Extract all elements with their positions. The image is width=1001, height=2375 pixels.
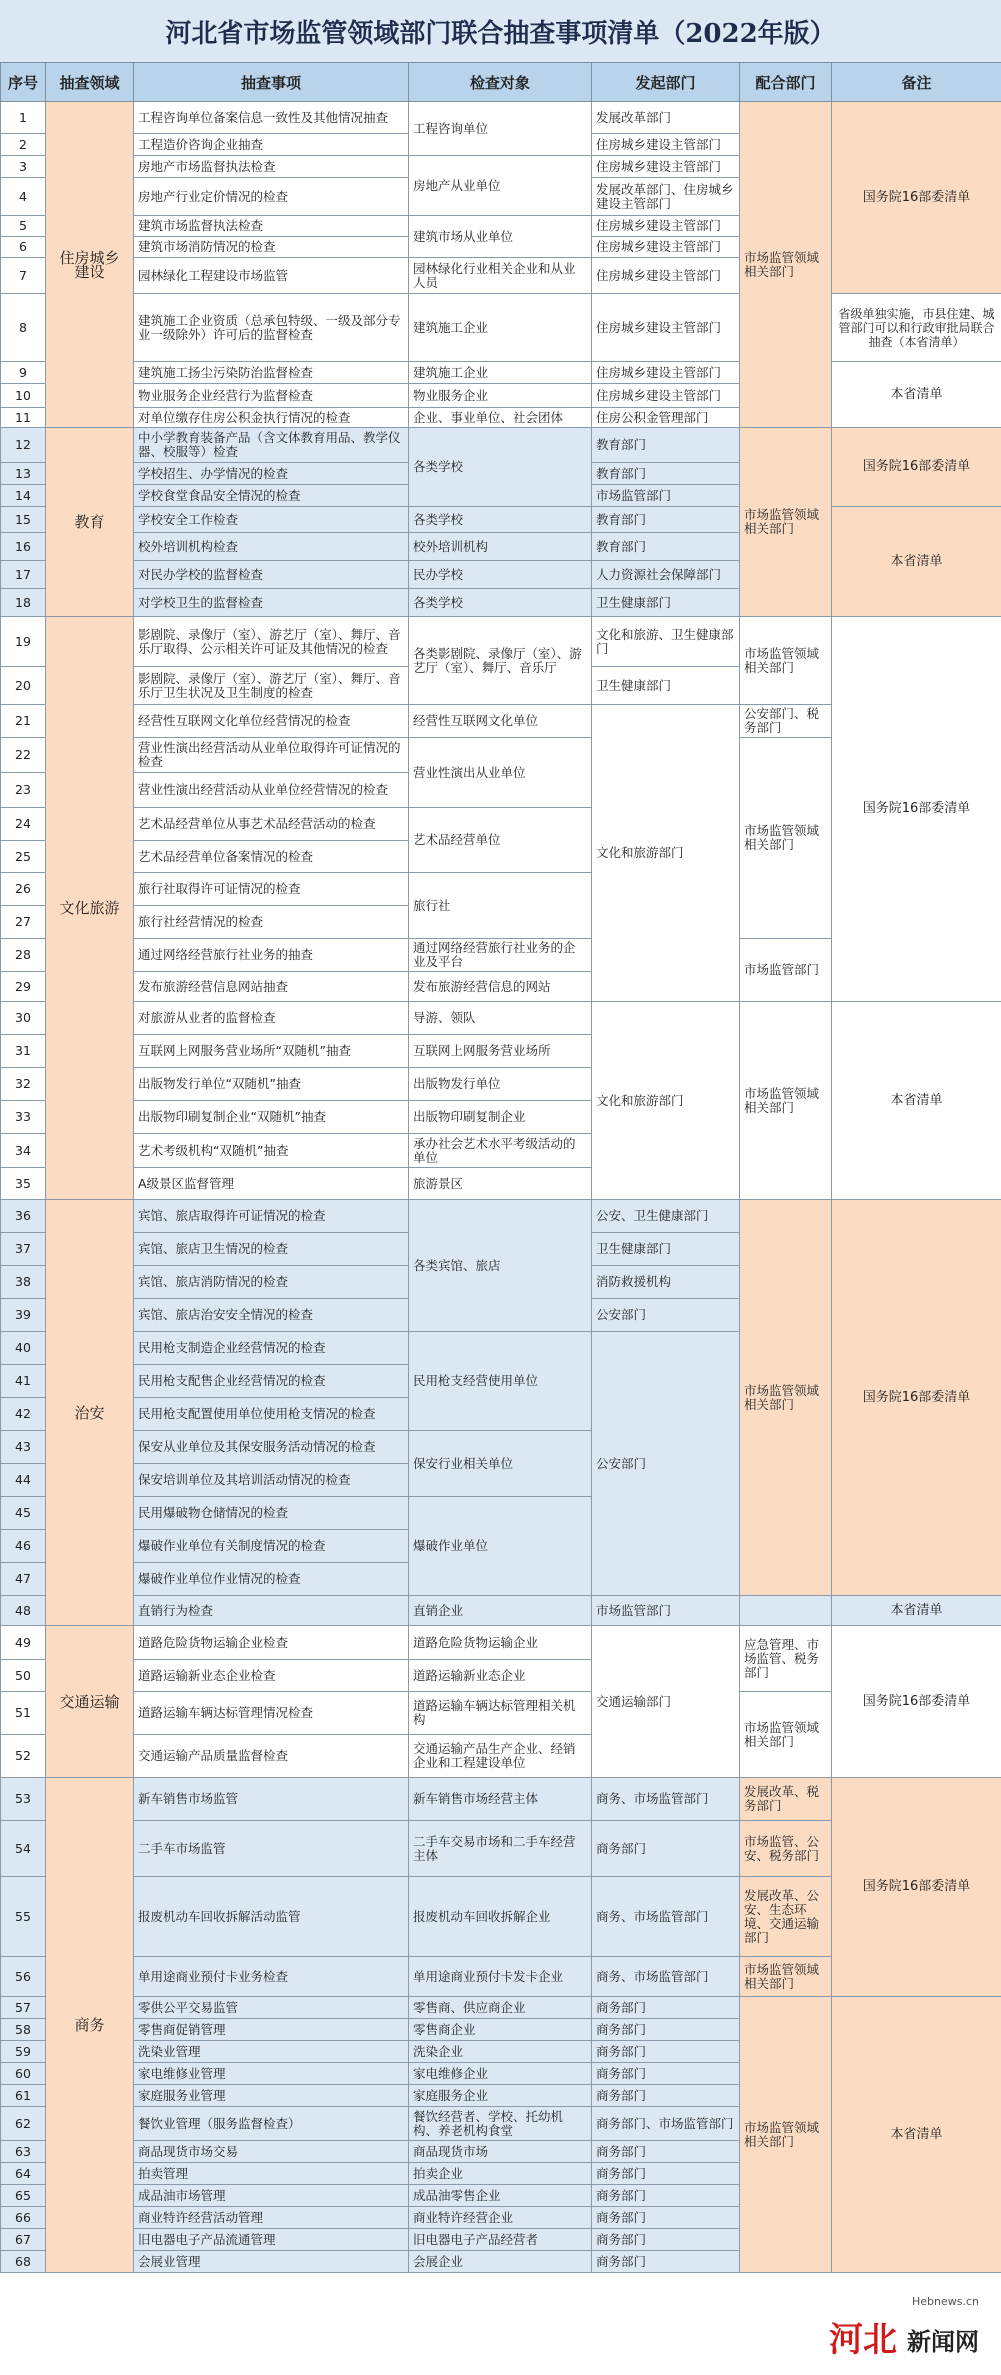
table-row [1,1626,1001,1660]
coop-cell: 公安部门、税务部门 [740,705,832,738]
dept-cell: 商务部门 [592,2063,740,2085]
item-cell: 旅行社经营情况的检查 [134,906,409,939]
item-cell: 发布旅游经营信息网站抽查 [134,972,409,1002]
item-cell: 房地产市场监督执法检查 [134,156,409,178]
dept-cell: 住房城乡建设主管部门 [592,294,740,362]
dept-cell: 商务部门 [592,2085,740,2107]
item-cell: 保安培训单位及其培训活动情况的检查 [134,1464,409,1497]
target-cell: 二手车交易市场和二手车经营主体 [409,1821,592,1877]
table-row [1,617,1001,667]
row-no: 7 [1,258,46,294]
remark-cell: 省级单独实施，市县住建、城管部门可以和行政审批局联合抽查（本省清单） [832,294,1001,362]
target-cell: 新车销售市场经营主体 [409,1778,592,1821]
coop-cell: 市场监管、公安、税务部门 [740,1821,832,1877]
target-cell: 园林绿化行业相关企业和从业人员 [409,258,592,294]
dept-cell: 商务、市场监管部门 [592,1957,740,1997]
item-cell: 民用枪支配售企业经营情况的检查 [134,1365,409,1398]
row-no: 32 [1,1068,46,1101]
row-no: 6 [1,237,46,258]
table-row [1,1596,1001,1626]
header-target: 检查对象 [409,63,592,102]
item-cell: 互联网上网服务营业场所“双随机”抽查 [134,1035,409,1068]
row-no: 59 [1,2041,46,2063]
dept-cell: 住房城乡建设主管部门 [592,156,740,178]
remark-cell: 国务院16部委清单 [832,1778,1001,1997]
row-no: 3 [1,156,46,178]
remark-cell: 本省清单 [832,507,1001,617]
row-no: 23 [1,773,46,808]
row-no: 67 [1,2229,46,2251]
row-no: 53 [1,1778,46,1821]
item-cell: 出版物发行单位“双随机”抽查 [134,1068,409,1101]
coop-cell: 市场监管领域相关部门 [740,1957,832,1997]
table-header-row [1,63,1001,102]
row-no: 22 [1,738,46,773]
row-no: 42 [1,1398,46,1431]
table-row [1,1778,1001,1821]
dept-cell: 公安、卫生健康部门 [592,1200,740,1233]
item-cell: 工程造价咨询企业抽查 [134,134,409,156]
item-cell: 商业特许经营活动管理 [134,2207,409,2229]
target-cell: 旧电器电子产品经营者 [409,2229,592,2251]
remark-cell: 国务院16部委清单 [832,1626,1001,1778]
target-cell: 道路危险货物运输企业 [409,1626,592,1660]
item-cell: 园林绿化工程建设市场监管 [134,258,409,294]
row-no: 37 [1,1233,46,1266]
row-no: 41 [1,1365,46,1398]
row-no: 50 [1,1660,46,1692]
item-cell: 成品油市场管理 [134,2185,409,2207]
item-cell: 单用途商业预付卡业务检查 [134,1957,409,1997]
row-no: 60 [1,2063,46,2085]
dept-cell: 商务部门 [592,1997,740,2019]
row-no: 68 [1,2251,46,2273]
target-cell: 民用枪支经营使用单位 [409,1332,592,1431]
table-row [1,1997,1001,2019]
target-cell: 物业服务企业 [409,384,592,408]
header-no: 序号 [1,63,46,102]
dept-cell: 教育部门 [592,463,740,485]
dept-cell: 商务部门 [592,2207,740,2229]
item-cell: 洗染业管理 [134,2041,409,2063]
dept-cell: 发展改革部门、住房城乡建设主管部门 [592,178,740,216]
item-cell: 对学校卫生的监督检查 [134,589,409,617]
dept-cell: 住房城乡建设主管部门 [592,384,740,408]
table-row [1,507,1001,533]
target-cell: 道路运输车辆达标管理相关机构 [409,1692,592,1735]
row-no: 26 [1,873,46,906]
row-no: 46 [1,1530,46,1563]
row-no: 4 [1,178,46,216]
target-cell: 营业性演出从业单位 [409,738,592,808]
row-no: 56 [1,1957,46,1997]
target-cell: 互联网上网服务营业场所 [409,1035,592,1068]
dept-cell: 公安部门 [592,1332,740,1596]
target-cell: 保安行业相关单位 [409,1431,592,1497]
row-no: 12 [1,428,46,463]
target-cell: 出版物发行单位 [409,1068,592,1101]
dept-cell: 商务部门、市场监管部门 [592,2107,740,2141]
row-no: 58 [1,2019,46,2041]
target-cell: 企业、事业单位、社会团体 [409,408,592,428]
target-cell: 直销企业 [409,1596,592,1626]
header-cooperator: 配合部门 [740,63,832,102]
row-no: 16 [1,533,46,561]
table-row [1,294,1001,362]
item-cell: 直销行为检查 [134,1596,409,1626]
dept-cell: 商务部门 [592,2163,740,2185]
target-cell: 商品现货市场 [409,2141,592,2163]
row-no: 13 [1,463,46,485]
item-cell: 对民办学校的监督检查 [134,561,409,589]
dept-cell: 商务部门 [592,1821,740,1877]
row-no: 28 [1,939,46,972]
domain-cell: 治安 [46,1200,134,1626]
target-cell: 艺术品经营单位 [409,808,592,873]
table-row [1,102,1001,134]
watermark-logo: 河北 [829,2320,897,2360]
dept-cell: 商务部门 [592,2141,740,2163]
row-no: 36 [1,1200,46,1233]
table-row [1,362,1001,384]
item-cell: 营业性演出经营活动从业单位取得许可证情况的检查 [134,738,409,773]
target-cell: 各类学校 [409,507,592,533]
target-cell: 旅行社 [409,873,592,939]
target-cell: 出版物印刷复制企业 [409,1101,592,1134]
coop-cell: 应急管理、市场监管、税务部门 [740,1626,832,1692]
row-no: 8 [1,294,46,362]
target-cell: 零售商企业 [409,2019,592,2041]
row-no: 25 [1,841,46,873]
target-cell: 道路运输新业态企业 [409,1660,592,1692]
dept-cell: 住房城乡建设主管部门 [592,362,740,384]
dept-cell: 市场监管部门 [592,485,740,507]
item-cell: 旅行社取得许可证情况的检查 [134,873,409,906]
item-cell: 对单位缴存住房公积金执行情况的检查 [134,408,409,428]
row-no: 11 [1,408,46,428]
target-cell: 民办学校 [409,561,592,589]
dept-cell: 商务、市场监管部门 [592,1877,740,1957]
row-no: 1 [1,102,46,134]
item-cell: 对旅游从业者的监督检查 [134,1002,409,1035]
item-cell: 会展业管理 [134,2251,409,2273]
item-cell: 宾馆、旅店消防情况的检查 [134,1266,409,1299]
item-cell: 学校食堂食品安全情况的检查 [134,485,409,507]
item-cell: 零供公平交易监管 [134,1997,409,2019]
site-watermark [829,2295,979,2361]
target-cell: 家庭服务企业 [409,2085,592,2107]
row-no: 48 [1,1596,46,1626]
dept-cell: 文化和旅游部门 [592,705,740,1002]
target-cell: 建筑施工企业 [409,294,592,362]
dept-cell: 消防救援机构 [592,1266,740,1299]
row-no: 15 [1,507,46,533]
remark-cell: 国务院16部委清单 [832,428,1001,507]
item-cell: 建筑施工扬尘污染防治监督检查 [134,362,409,384]
dept-cell: 商务、市场监管部门 [592,1778,740,1821]
item-cell: 保安从业单位及其保安服务活动情况的检查 [134,1431,409,1464]
target-cell: 建筑市场从业单位 [409,216,592,258]
item-cell: 报废机动车回收拆解活动监管 [134,1877,409,1957]
target-cell: 工程咨询单位 [409,102,592,156]
watermark-name: 新闻网 [907,2328,979,2356]
row-no: 39 [1,1299,46,1332]
item-cell: 艺术品经营单位备案情况的检查 [134,841,409,873]
page-title: 河北省市场监管领域部门联合抽查事项清单（2022年版） [0,0,1001,63]
row-no: 20 [1,667,46,705]
target-cell: 各类宾馆、旅店 [409,1200,592,1332]
dept-cell: 商务部门 [592,2229,740,2251]
table-row [1,428,1001,463]
target-cell: 通过网络经营旅行社业务的企业及平台 [409,939,592,972]
dept-cell: 市场监管部门 [592,1596,740,1626]
item-cell: 道路危险货物运输企业检查 [134,1626,409,1660]
row-no: 66 [1,2207,46,2229]
item-cell: 中小学教育装备产品（含文体教育用品、教学仪器、校服等）检查 [134,428,409,463]
row-no: 47 [1,1563,46,1596]
target-cell: 餐饮经营者、学校、托幼机构、养老机构食堂 [409,2107,592,2141]
dept-cell: 文化和旅游、卫生健康部门 [592,617,740,667]
coop-cell: 市场监管领域相关部门 [740,617,832,705]
target-cell: 房地产从业单位 [409,156,592,216]
item-cell: 艺术考级机构“双随机”抽查 [134,1134,409,1168]
item-cell: 民用枪支制造企业经营情况的检查 [134,1332,409,1365]
row-no: 49 [1,1626,46,1660]
coop-cell: 市场监管领域相关部门 [740,102,832,428]
remark-cell: 国务院16部委清单 [832,102,1001,294]
header-item: 抽查事项 [134,63,409,102]
item-cell: 出版物印刷复制企业“双随机”抽查 [134,1101,409,1134]
row-no: 14 [1,485,46,507]
row-no: 52 [1,1735,46,1778]
coop-cell: 发展改革、税务部门 [740,1778,832,1821]
domain-cell: 商务 [46,1778,134,2273]
item-cell: 校外培训机构检查 [134,533,409,561]
domain-cell: 交通运输 [46,1626,134,1778]
row-no: 27 [1,906,46,939]
item-cell: 家庭服务业管理 [134,2085,409,2107]
item-cell: 建筑市场监督执法检查 [134,216,409,237]
target-cell: 商业特许经营企业 [409,2207,592,2229]
coop-cell: 市场监管领域相关部门 [740,1200,832,1596]
row-no: 30 [1,1002,46,1035]
dept-cell: 发展改革部门 [592,102,740,134]
row-no: 17 [1,561,46,589]
item-cell: 物业服务企业经营行为监督检查 [134,384,409,408]
header-remark: 备注 [832,63,1001,102]
row-no: 54 [1,1821,46,1877]
row-no: 55 [1,1877,46,1957]
coop-cell: 市场监管部门 [740,939,832,1002]
row-no: 21 [1,705,46,738]
remark-cell: 本省清单 [832,1002,1001,1200]
target-cell: 交通运输产品生产企业、经销企业和工程建设单位 [409,1735,592,1778]
item-cell: 拍卖管理 [134,2163,409,2185]
row-no: 5 [1,216,46,237]
item-cell: 学校招生、办学情况的检查 [134,463,409,485]
header-domain: 抽查领域 [46,63,134,102]
item-cell: 道路运输新业态企业检查 [134,1660,409,1692]
row-no: 24 [1,808,46,841]
dept-cell: 住房城乡建设主管部门 [592,134,740,156]
item-cell: 旧电器电子产品流通管理 [134,2229,409,2251]
item-cell: 爆破作业单位有关制度情况的检查 [134,1530,409,1563]
item-cell: 家电维修业管理 [134,2063,409,2085]
item-cell: 建筑施工企业资质（总承包特级、一级及部分专业一级除外）许可后的监督检查 [134,294,409,362]
header-initiator: 发起部门 [592,63,740,102]
item-cell: 二手车市场监管 [134,1821,409,1877]
dept-cell: 商务部门 [592,2019,740,2041]
row-no: 34 [1,1134,46,1168]
target-cell: 各类学校 [409,428,592,507]
item-cell: 宾馆、旅店取得许可证情况的检查 [134,1200,409,1233]
domain-cell: 教育 [46,428,134,617]
domain-cell: 文化旅游 [46,617,134,1200]
dept-cell: 商务部门 [592,2185,740,2207]
table-row [1,1200,1001,1233]
dept-cell: 住房城乡建设主管部门 [592,216,740,237]
item-cell: 影剧院、录像厅（室）、游艺厅（室）、舞厅、音乐厅取得、公示相关许可证及其他情况的检查 [134,617,409,667]
target-cell: 会展企业 [409,2251,592,2273]
remark-cell: 本省清单 [832,1596,1001,1626]
inspection-table [0,62,1001,2273]
target-cell: 洗染企业 [409,2041,592,2063]
dept-cell: 人力资源社会保障部门 [592,561,740,589]
row-no: 65 [1,2185,46,2207]
dept-cell: 教育部门 [592,533,740,561]
row-no: 64 [1,2163,46,2185]
row-no: 33 [1,1101,46,1134]
row-no: 61 [1,2085,46,2107]
row-no: 62 [1,2107,46,2141]
row-no: 2 [1,134,46,156]
coop-cell: 市场监管领域相关部门 [740,738,832,939]
row-no: 40 [1,1332,46,1365]
target-cell: 经营性互联网文化单位 [409,705,592,738]
item-cell: 经营性互联网文化单位经营情况的检查 [134,705,409,738]
domain-cell: 住房城乡 建设 [46,102,134,428]
item-cell: 工程咨询单位备案信息一致性及其他情况抽查 [134,102,409,134]
coop-cell: 市场监管领域相关部门 [740,428,832,617]
dept-cell: 商务部门 [592,2041,740,2063]
target-cell: 发布旅游经营信息的网站 [409,972,592,1002]
dept-cell: 文化和旅游部门 [592,1002,740,1200]
item-cell: 艺术品经营单位从事艺术品经营活动的检查 [134,808,409,841]
item-cell: 学校安全工作检查 [134,507,409,533]
dept-cell: 住房城乡建设主管部门 [592,258,740,294]
item-cell: 餐饮业管理（服务监督检查） [134,2107,409,2141]
dept-cell: 商务部门 [592,2251,740,2273]
item-cell: 民用爆破物仓储情况的检查 [134,1497,409,1530]
dept-cell: 教育部门 [592,507,740,533]
dept-cell: 交通运输部门 [592,1626,740,1778]
dept-cell: 卫生健康部门 [592,1233,740,1266]
coop-cell: 市场监管领域相关部门 [740,1692,832,1778]
dept-cell: 住房公积金管理部门 [592,408,740,428]
item-cell: 商品现货市场交易 [134,2141,409,2163]
target-cell: 导游、领队 [409,1002,592,1035]
target-cell: 各类影剧院、录像厅（室）、游艺厅（室）、舞厅、音乐厅 [409,617,592,705]
row-no: 9 [1,362,46,384]
item-cell: 交通运输产品质量监督检查 [134,1735,409,1778]
row-no: 18 [1,589,46,617]
row-no: 44 [1,1464,46,1497]
row-no: 63 [1,2141,46,2163]
remark-cell: 国务院16部委清单 [832,617,1001,1002]
dept-cell: 住房城乡建设主管部门 [592,237,740,258]
row-no: 35 [1,1168,46,1200]
coop-cell [740,1596,832,1626]
item-cell: 民用枪支配置使用单位使用枪支情况的检查 [134,1398,409,1431]
target-cell: 校外培训机构 [409,533,592,561]
item-cell: 新车销售市场监管 [134,1778,409,1821]
target-cell: 家电维修企业 [409,2063,592,2085]
target-cell: 成品油零售企业 [409,2185,592,2207]
dept-cell: 公安部门 [592,1299,740,1332]
row-no: 10 [1,384,46,408]
remark-cell: 国务院16部委清单 [832,1200,1001,1596]
target-cell: 报废机动车回收拆解企业 [409,1877,592,1957]
coop-cell: 发展改革、公安、生态环境、交通运输部门 [740,1877,832,1957]
row-no: 29 [1,972,46,1002]
dept-cell: 教育部门 [592,428,740,463]
item-cell: 营业性演出经营活动从业单位经营情况的检查 [134,773,409,808]
target-cell: 建筑施工企业 [409,362,592,384]
watermark-url: Hebnews.cn [911,2295,979,2308]
item-cell: 通过网络经营旅行社业务的抽查 [134,939,409,972]
row-no: 51 [1,1692,46,1735]
target-cell: 旅游景区 [409,1168,592,1200]
dept-cell: 卫生健康部门 [592,667,740,705]
item-cell: 爆破作业单位作业情况的检查 [134,1563,409,1596]
target-cell: 拍卖企业 [409,2163,592,2185]
item-cell: 宾馆、旅店治安安全情况的检查 [134,1299,409,1332]
item-cell: A级景区监督管理 [134,1168,409,1200]
row-no: 43 [1,1431,46,1464]
table-row [1,1002,1001,1035]
item-cell: 建筑市场消防情况的检查 [134,237,409,258]
coop-cell: 市场监管领域相关部门 [740,1002,832,1200]
remark-cell: 本省清单 [832,362,1001,428]
item-cell: 房地产行业定价情况的检查 [134,178,409,216]
item-cell: 宾馆、旅店卫生情况的检查 [134,1233,409,1266]
target-cell: 爆破作业单位 [409,1497,592,1596]
dept-cell: 卫生健康部门 [592,589,740,617]
row-no: 19 [1,617,46,667]
remark-cell: 本省清单 [832,1997,1001,2273]
row-no: 57 [1,1997,46,2019]
item-cell: 影剧院、录像厅（室）、游艺厅（室）、舞厅、音乐厅卫生状况及卫生制度的检查 [134,667,409,705]
row-no: 38 [1,1266,46,1299]
target-cell: 各类学校 [409,589,592,617]
row-no: 45 [1,1497,46,1530]
target-cell: 承办社会艺术水平考级活动的单位 [409,1134,592,1168]
coop-cell: 市场监管领域相关部门 [740,1997,832,2273]
item-cell: 道路运输车辆达标管理情况检查 [134,1692,409,1735]
target-cell: 单用途商业预付卡发卡企业 [409,1957,592,1997]
target-cell: 零售商、供应商企业 [409,1997,592,2019]
item-cell: 零售商促销管理 [134,2019,409,2041]
row-no: 31 [1,1035,46,1068]
